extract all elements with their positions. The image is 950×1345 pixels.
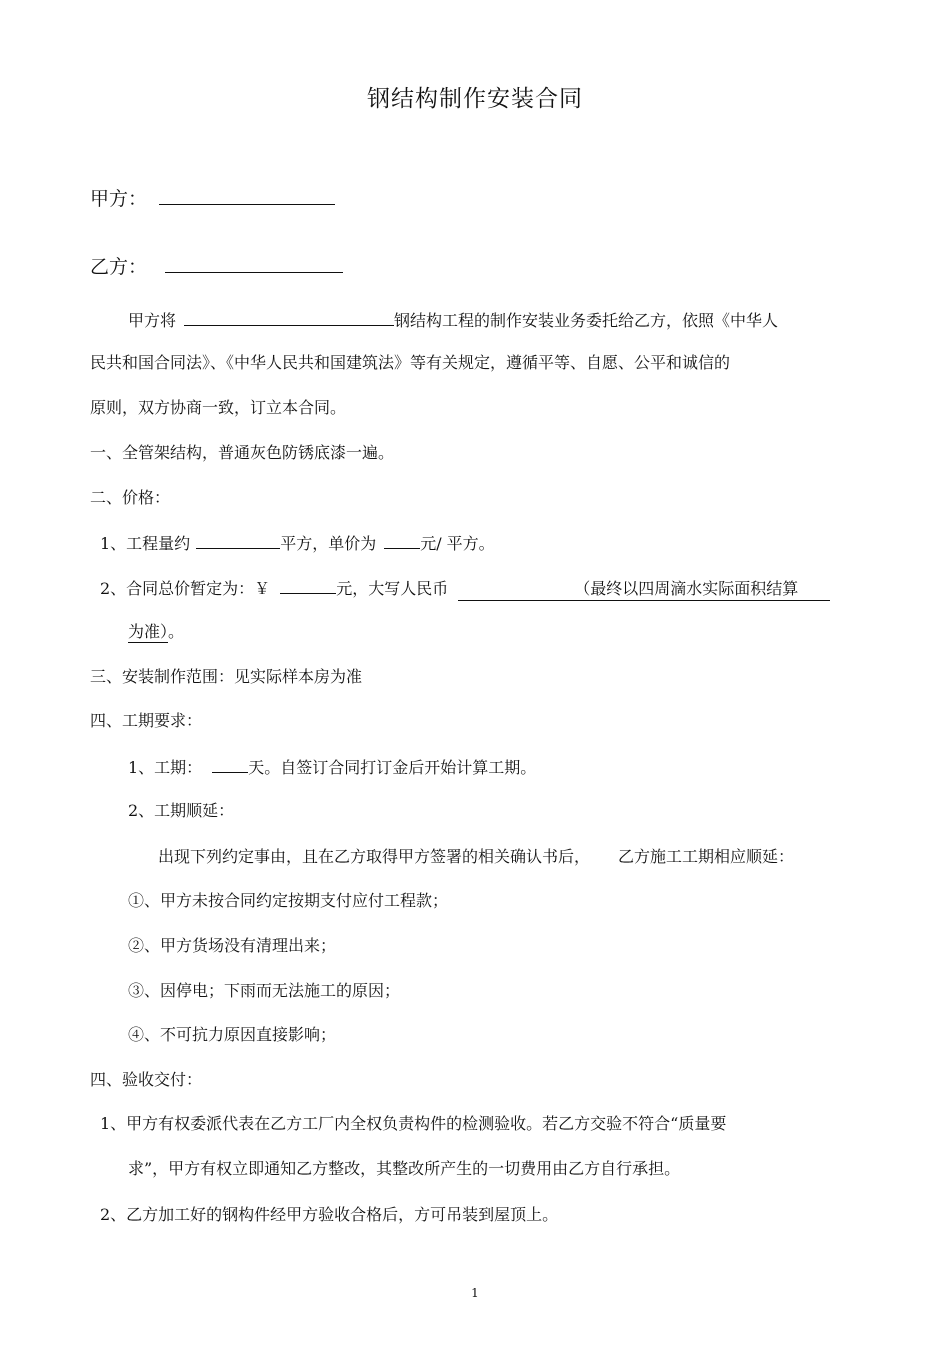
section-2-item-1 [100,532,495,554]
area-blank [196,532,280,549]
section-2-item-2-cont [128,622,184,642]
intro-line-2: 民共和国合同法》、《中华人民共和国建筑法》等有关规定，遵循平等、自愿、公平和诚信的 [90,353,731,372]
duration-label: 1、工期： [128,758,203,777]
condition-item: ①、甲方未按合同约定按期支付应付工程款； [128,891,449,910]
extension-condition-part-1: 出现下列约定事由，且在乙方取得甲方签署的相关确认书后， [158,847,591,866]
section-5-heading: 四、验收交付： [90,1070,203,1089]
section-3: 三、安装制作范围：见实际样本房为准 [90,667,363,686]
section-2-heading: 二、价格： [90,488,171,507]
extension-condition [158,847,794,867]
section-5-item-1-line-1: 1、甲方有权委派代表在乙方工厂内全权负责构件的检测验收。若乙方交验不符合“质量要 [100,1114,727,1133]
project-name-blank [184,309,394,326]
party-b-blank [165,256,343,273]
party-a-label: 甲方： [90,188,148,210]
duration-blank [212,756,248,773]
section-2-item-2 [100,577,830,601]
total-price-blank [280,577,336,594]
amount-words-field [458,579,830,601]
document-title: 钢结构制作安装合同 [367,86,583,112]
party-a-line [90,188,335,209]
extension-condition-part-2: 乙方施工工期相应顺延： [618,847,795,866]
unit-price-blank [384,532,420,549]
amount-words-label: 元，大写人民币 [336,579,449,598]
settlement-note: （最终以四周滴水实际面积结算 [574,579,799,598]
intro-line-1 [128,309,778,331]
area-label: 1、工程量约 [100,534,191,553]
condition-item: ③、因停电；下雨而无法施工的原因； [128,981,401,1000]
section-4-item-1 [128,756,536,778]
party-b-label: 乙方： [90,256,148,278]
section-4-heading: 四、工期要求： [90,711,203,730]
intro-line-3: 原则，双方协商一致，订立本合同。 [90,398,347,417]
intro-prefix: 甲方将 [128,311,177,330]
party-a-blank [159,188,335,205]
condition-item: ②、甲方货场没有清理出来； [128,936,337,955]
party-b-line [90,256,343,277]
section-5-item-1-line-2: 求”，甲方有权立即通知乙方整改，其整改所产生的一切费用由乙方自行承担。 [128,1159,681,1178]
unit-price-suffix: 元/ 平方。 [420,534,495,553]
total-price-label: 2、合同总价暂定为：￥ [100,579,271,598]
intro-suffix: 钢结构工程的制作安装业务委托给乙方，依照《中华人 [394,311,779,330]
section-4-item-2: 2、工期顺延： [128,801,235,820]
page-number: 1 [471,1286,479,1300]
settlement-note-cont: 为准） [128,622,169,641]
section-1: 一、全管架结构，普通灰色防锈底漆一遍。 [90,443,395,462]
duration-suffix: 天。自签订合同打订金后开始计算工期。 [248,758,537,777]
settlement-note-end: 。 [168,622,185,641]
unit-price-label: 平方，单价为 [280,534,377,553]
section-5-item-2: 2、乙方加工好的钢构件经甲方验收合格后，方可吊装到屋顶上。 [100,1205,559,1224]
condition-item: ④、不可抗力原因直接影响； [128,1025,337,1044]
